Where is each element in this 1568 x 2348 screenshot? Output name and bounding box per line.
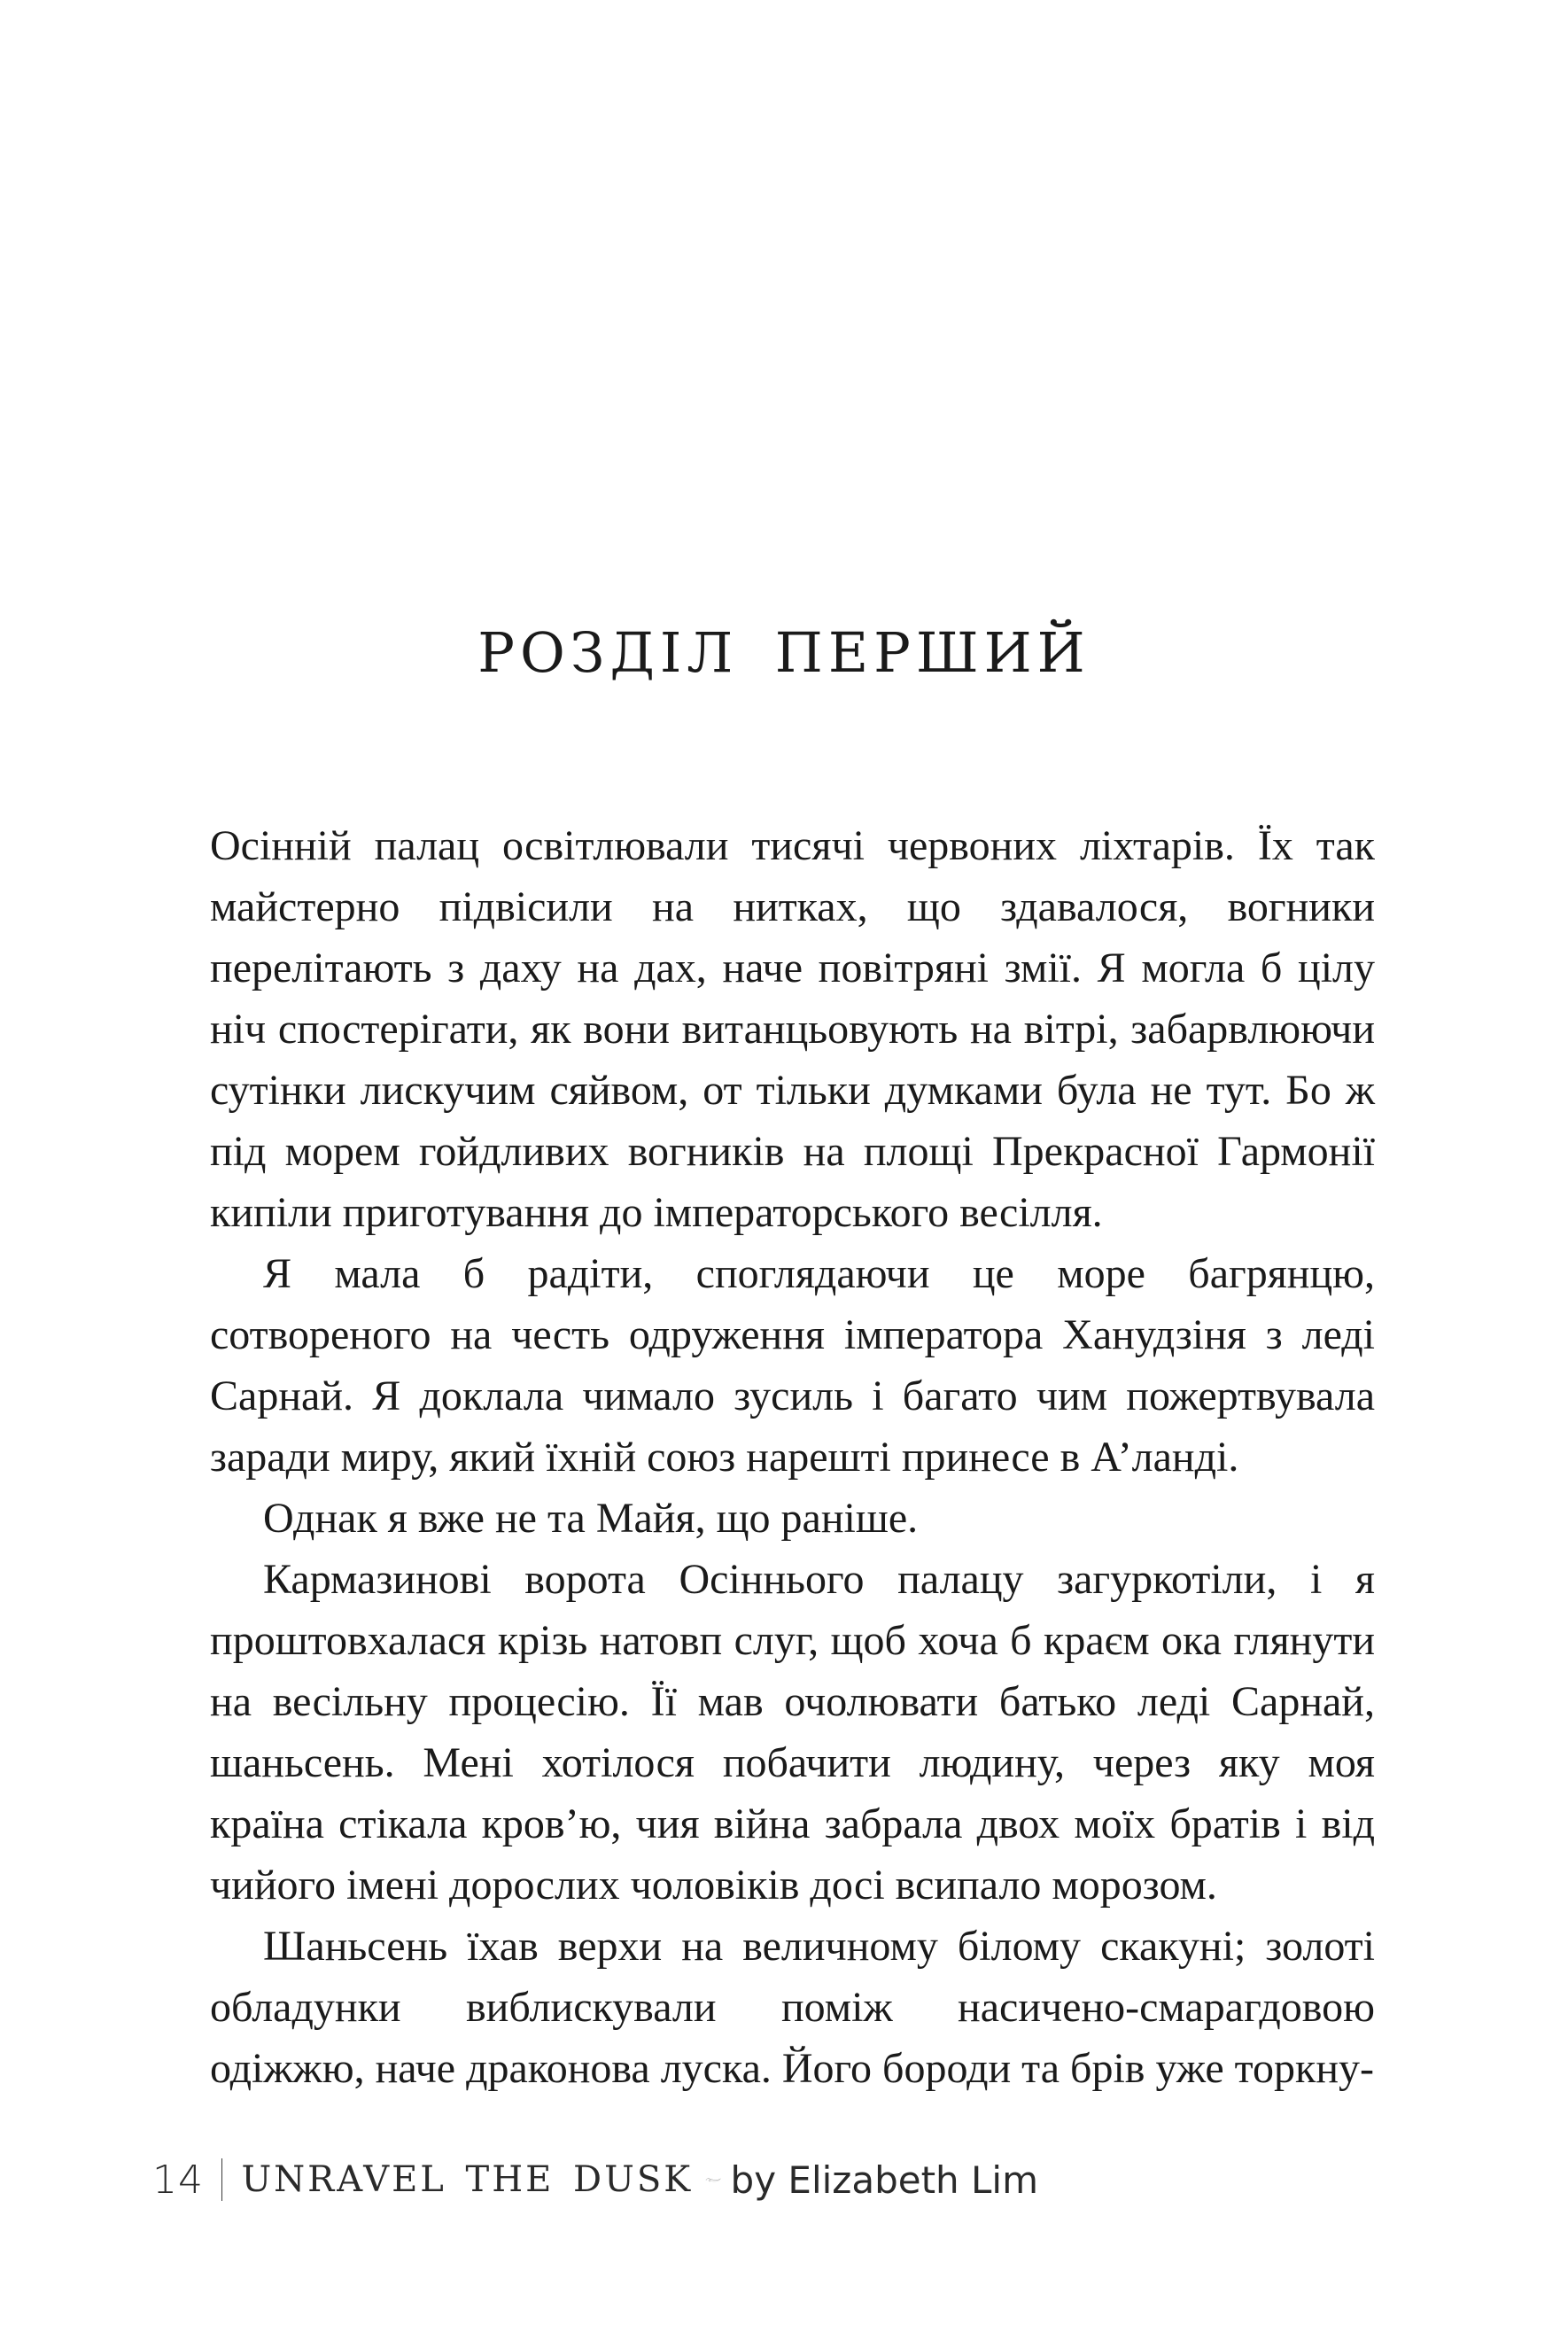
paragraph: Я мала б радіти, споглядаючи це море багрянцю, сотвореного на честь одруження імператора Ханудзіня з леді Сарнай. Я доклала чимало зусиль і багато чим пожертвувала заради миру, який їхній союз нарешті принесе в А’ланді.: [210, 1250, 1375, 1481]
paragraph: Осінній палац освітлювали тисячі червоних ліхтарів. Їх так майстерно підвісили на нитках, що здавалося, вогники перелітають з даху на дах, наче повітряні змії. Я могла б цілу ніч спостерігати, як вони витанцьовують на вітрі, забарвлюючи сутінки лискучим сяйвом, от тільки думками була не тут. Бо ж під морем гойдливих вогників на площі Прекрасної Гармонії кипіли приготування до імператорського весілля.: [210, 822, 1375, 1236]
body-text: [210, 815, 1375, 2099]
page-footer: [152, 2153, 1038, 2206]
page-number: 14: [152, 2157, 204, 2203]
swirl-icon: [705, 2165, 721, 2195]
book-title: UNRAVEL THE DUSK: [241, 2159, 694, 2200]
author-name: by Elizabeth Lim: [730, 2158, 1038, 2202]
paragraph: Однак я вже не та Майя, що раніше.: [263, 1495, 919, 1542]
chapter-title: РОЗДІЛ ПЕРШИЙ: [477, 620, 1091, 685]
paragraph: Кармазинові ворота Осіннього палацу загуркотіли, і я проштовхалася крізь натовп слуг, щоб хоча б краєм ока глянути на весільну процесію. Її мав очолювати батько леді Сарнай, шаньсень. Мені хотілося побачити людину, через яку моя країна стікала кров’ю, чия війна забрала двох моїх братів і від чийого імені дорослих чоловіків досі всипало морозом.: [210, 1556, 1375, 1909]
paragraph: Шаньсень їхав верхи на величному білому скакуні; золоті обладунки виблискували поміж насичено-смарагдовою одіжжю, наче драконова луска. Його бороди та брів уже торкну-: [210, 1923, 1375, 2092]
